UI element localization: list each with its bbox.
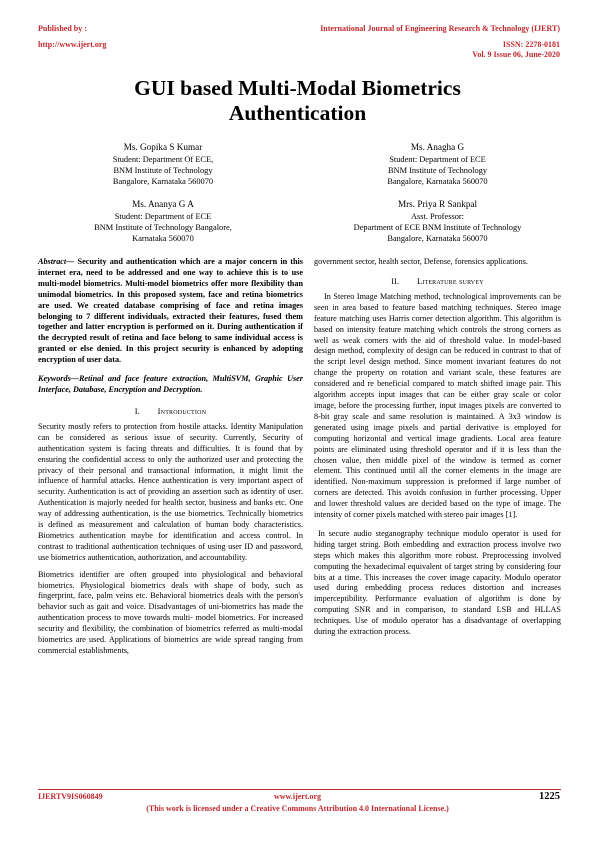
intro-paragraph-1: Security mostly refers to protection from hostile attacks. Identity Manipulation can be considered as serious issue of security. Currently, Security of authentication system is facing threats and difficulties. It is found that by ensuring the confidential access to only the authorized user and protecting the privacy of their personal and transactional information, it might limit the influence of harmful attacks. Hence authentication is very important aspect of security. Authentication is act of providing an assertion such as identity of user. Authentication is majorly needed for health sector, business and banks etc. One way of addressing authentication, is the use biometrics. Technically biometrics is defined as measurement and calculation of human body characteristics. Biometrics authentication maybe for identification and access control. In contrast to traditional authentication techniques of using user ID and password, use biometrics authentication, authorization, and accountability.: [38, 421, 303, 562]
author-affiliation: Bangalore, Karnataka 560070: [387, 177, 488, 186]
author-affiliation: BNM Institute of Technology: [113, 166, 213, 175]
author-name: Mrs. Priya R Sankpal: [397, 199, 478, 209]
author-affiliation: Bangalore, Karnataka 560070: [112, 177, 214, 186]
abstract-text: Security and authentication which are a major concern in this internet era, need to be addressed and one way to achieve this is to use multi-model biometrics. Multi-model biometrics offer more flexibility than unimodal biometrics. In this proposed system, face and retina biometrics are used. We created database comprising of face and retina images belonging to 7 different individuals, extracted their features, fused them together and latter encryption is performed on it. During authentication if the decrypted result of retina and face belong to same individual access is granted or else denied. In this project security is enhanced by adopting encryption of user data.: [38, 257, 303, 365]
section-heading-introduction: [38, 406, 303, 417]
author-affiliation: Bangalore, Karnataka 560070: [387, 234, 488, 243]
section-title: Introduction: [157, 406, 207, 416]
author-affiliation: BNM Institute of Technology: [387, 166, 488, 175]
left-column: [38, 257, 303, 657]
author-block-3: [38, 198, 288, 244]
page-number: 1225: [539, 791, 560, 802]
abstract-label: Abstract—: [38, 257, 75, 266]
section-number: I.: [134, 406, 140, 416]
header-site-link[interactable]: http://www.ijert.org: [38, 40, 107, 49]
license-note: (This work is licensed under a Creative Commons Attribution 4.0 International License.): [146, 804, 449, 813]
section-title: Literature survey: [416, 276, 484, 286]
abstract: [38, 257, 303, 366]
journal-name: International Journal of Engineering Research & Technology (IJERT): [320, 24, 560, 33]
header-left: [38, 24, 106, 50]
issn: ISSN: 2278-0181: [502, 40, 560, 49]
author-block-4: [314, 198, 561, 244]
footer-site-link[interactable]: www.ijert.org: [273, 792, 322, 801]
author-affiliation: Student: Department Of ECE,: [112, 155, 214, 164]
author-name: Ms. Anagha G: [410, 142, 465, 152]
volume-issue: Vol. 9 Issue 06, June-2020: [472, 50, 560, 59]
keywords: Keywords—Retinal and face feature extraction, MultiSVM, Graphic User Interface, Database, Encryption and Decryption.: [38, 374, 303, 394]
author-affiliation: Department of ECE BNM Institute of Technology: [353, 223, 522, 232]
author-name: Ms. Ananya G A: [132, 199, 194, 209]
right-column: [314, 257, 561, 638]
literature-paragraph-1: In Stereo Image Matching method, technological improvements can be seen in area based to feature based matching techniques. Stereo image feature matching uses Harris corner detection algorithm. This algorithm is based on intensity feature matching which controls the strong corners as well as weak corners with the aid of threshold value. In model-based design method, complexity of design can be reduced in contrast to that of the script level design method. Since moment invariant features do not change the property on rotation and variant scale, these features are considered and re beneficial compared to match shifted image pair. This algorithm accepts input images that can be either gray scale or color image, before the processing further, input images pixels are converted to 8-bit gray scale and same resolution is maintained. A 3x3 window is generated using image pixels and partial derivative is employed for computing horizontal and vertical image gradients. Local area feature points are eliminated using threshold operator and if it is less than the chosen value, then middle pixel of the window is termed as corner element. This continued until all the corner elements in the image are identified. Non-maximum suppression is preformed if large number of corners are detected. This avoids confusion in further processing. Upper and lower threshold values are decided based on the type of image. The intensity of corner pixels matched with stereo pair images [1].: [314, 291, 561, 520]
paper-id: IJERTV9IS060849: [38, 792, 103, 801]
literature-paragraph-2: In secure audio steganography technique modulo operator is used for hiding target string. Both embedding and extraction process involve two steps which makes this algorithm more robust. Preprocessing involved computing the hexadecimal equivalent of target string by considering four bits at a time. This increases the cover image capacity. Modulo operator used during embedding process reduces distortion and increases imperceptibility. Performance evaluation of algorithm is done by computing SNR and in comparison, to standard LSB and HLLAS techniques. Use of modulo operator has a disadvantage of overlapping during the extraction process.: [314, 528, 561, 637]
author-block-1: [38, 141, 288, 187]
author-name: Ms. Gopika S Kumar: [123, 142, 203, 152]
author-affiliation: Asst. Professor:: [410, 212, 465, 221]
intro-paragraph-2: Biometrics identifier are often grouped into physiological and behavioral biometrics. Physiological biometrics deals with shape of body, such as fingerprint, face, palm veins etc. Behavioral biometrics deals with the person's behavior such as gait and voice. Disadvantages of uni-biometrics has made the authentication process to move towards multi- model biometrics. For increased security and flexibility, the combination of biometrics referred as multi-modal biometrics are used. Applications of biometrics are wide spread ranging from commercial establishments,: [38, 569, 303, 655]
author-block-2: [314, 141, 561, 187]
author-affiliation: Student: Department of ECE: [389, 155, 486, 164]
paper-title-line1: GUI based Multi-Modal Biometrics: [134, 76, 461, 100]
paper-title: [0, 76, 595, 126]
paper-title-line2: Authentication: [228, 101, 367, 125]
header-right: [320, 24, 560, 60]
author-affiliation: BNM Institute of Technology Bangalore,: [94, 223, 232, 232]
footer-rule: [38, 789, 561, 790]
author-affiliation: Karnataka 560070: [132, 234, 194, 243]
author-affiliation: Student: Department of ECE: [114, 212, 212, 221]
intro-continuation: government sector, health sector, Defense, forensics applications.: [314, 257, 528, 266]
section-number: II.: [391, 276, 399, 286]
published-by-label: Published by :: [38, 24, 87, 33]
section-heading-literature-survey: [314, 276, 561, 287]
